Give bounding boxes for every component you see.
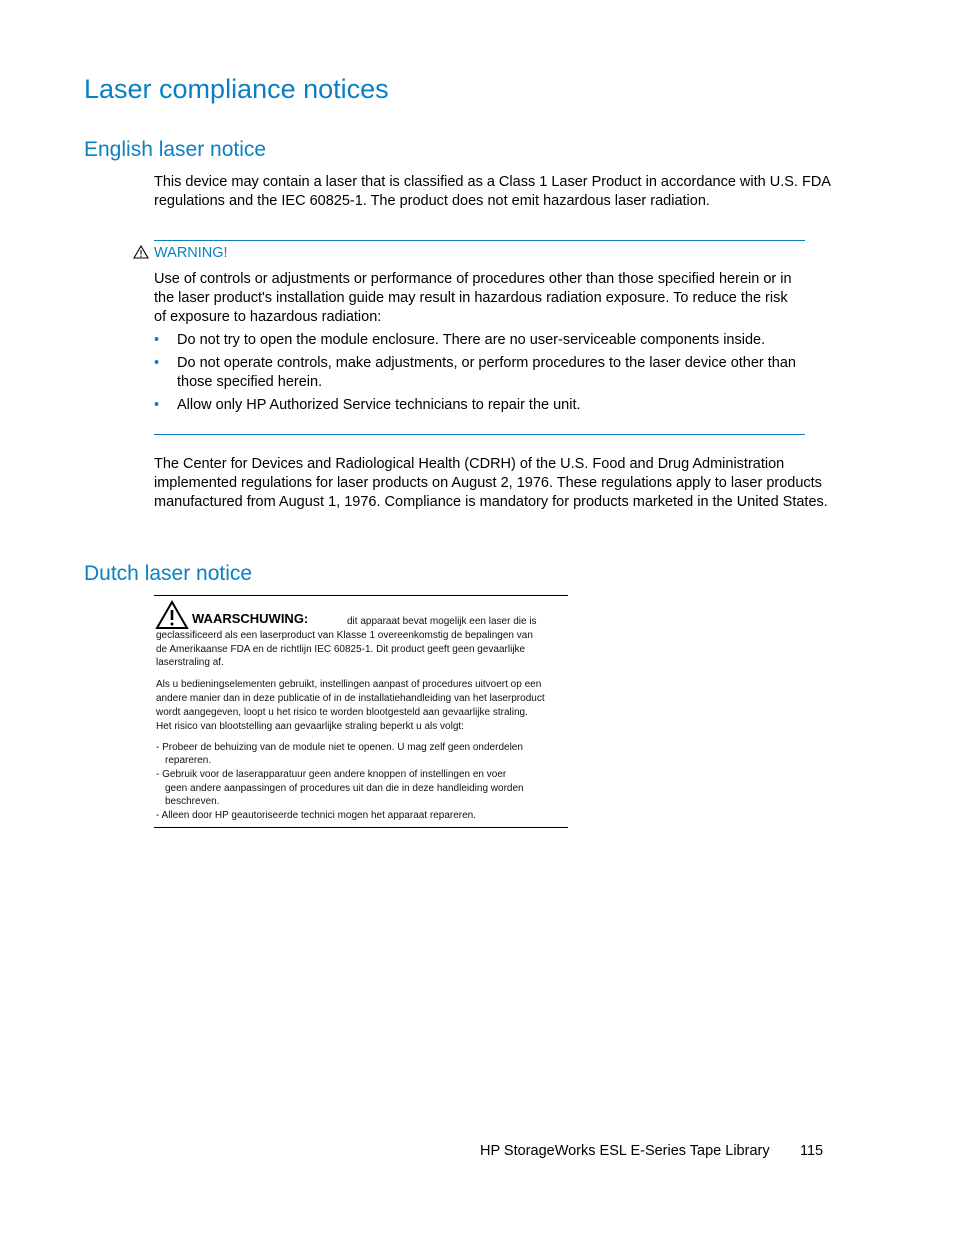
dutch-line: beschreven. xyxy=(165,796,220,807)
dutch-line: - Alleen door HP geautoriseerde technici mogen het apparaat repareren. xyxy=(156,810,477,821)
list-item xyxy=(154,396,804,415)
dutch-warning-image xyxy=(154,595,568,828)
dutch-warning-label: WAARSCHUWING: xyxy=(192,611,309,626)
dutch-line: Het risico van blootstelling aan gevaarlijke straling beperkt u als volgt: xyxy=(156,721,464,732)
dutch-line: dit apparaat bevat mogelijk een laser die is xyxy=(347,616,537,627)
dutch-heading: Dutch laser notice xyxy=(84,562,253,585)
list-item xyxy=(154,331,804,350)
bullet-icon: • xyxy=(154,332,160,348)
warning-bottom-rule xyxy=(154,434,805,435)
page-title: Laser compliance notices xyxy=(84,74,389,104)
warning-header xyxy=(133,243,313,263)
warning-bullet-list xyxy=(154,331,804,419)
list-item xyxy=(154,354,804,392)
dutch-line: Als u bedieningselementen gebruikt, instellingen aanpast of procedures uitvoert op een xyxy=(156,679,542,690)
dutch-line: wordt aangegeven, loopt u het risico te worden blootgesteld aan gevaarlijke straling. xyxy=(156,707,528,718)
dutch-line: de Amerikaanse FDA en de richtlijn IEC 60825-1. Dit product geeft geen gevaarlijke xyxy=(156,644,526,655)
dutch-line: laserstraling af. xyxy=(156,657,224,668)
english-heading: English laser notice xyxy=(84,138,267,161)
warning-triangle-icon xyxy=(133,245,149,259)
bullet-text: Allow only HP Authorized Service technicians to repair the unit. xyxy=(177,397,581,413)
bullet-icon: • xyxy=(154,397,160,413)
warning-text: Use of controls or adjustments or performance of procedures other than those specified herein or in the laser product's installation guide may result in hazardous radiation exposure. To reduce the risk of exposure to hazardous radiation: xyxy=(154,271,792,325)
page-number: 115 xyxy=(800,1143,824,1159)
bullet-icon: • xyxy=(154,355,160,371)
dutch-line: - Gebruik voor de laserapparatuur geen andere knoppen of instellingen en voer xyxy=(156,769,507,780)
dutch-line: repareren. xyxy=(165,755,212,766)
dutch-line: andere manier dan in deze publicatie of in de installatiehandleiding van het laserproduct xyxy=(156,693,545,704)
warning-triangle-icon xyxy=(155,600,189,630)
warning-label: WARNING! xyxy=(154,245,228,261)
cdrh-paragraph: The Center for Devices and Radiological Health (CDRH) of the U.S. Food and Drug Administration implemented regulations for laser products on August 2, 1976. These regulations apply to laser products manufactured from August 1, 1976. Compliance is mandatory for products marketed in the United States. xyxy=(154,456,828,510)
warning-top-rule xyxy=(154,240,805,241)
footer-title: HP StorageWorks ESL E-Series Tape Library xyxy=(480,1143,770,1159)
bullet-text: Do not try to open the module enclosure. There are no user-serviceable components inside. xyxy=(177,332,766,348)
english-intro: This device may contain a laser that is classified as a Class 1 Laser Product in accordance with U.S. FDA regulations and the IEC 60825-1. The product does not emit hazardous laser radiation. xyxy=(154,174,831,209)
dutch-line: geclassificeerd als een laserproduct van Klasse 1 overeenkomstig de bepalingen van xyxy=(156,630,533,641)
dutch-line: geen andere aanpassingen of procedures uit dan die in deze handleiding worden xyxy=(165,783,524,794)
bullet-text: Do not operate controls, make adjustments, or perform procedures to the laser device other than those specified herein. xyxy=(177,355,796,390)
dutch-line: - Probeer de behuizing van de module niet te openen. U mag zelf geen onderdelen xyxy=(156,742,523,753)
